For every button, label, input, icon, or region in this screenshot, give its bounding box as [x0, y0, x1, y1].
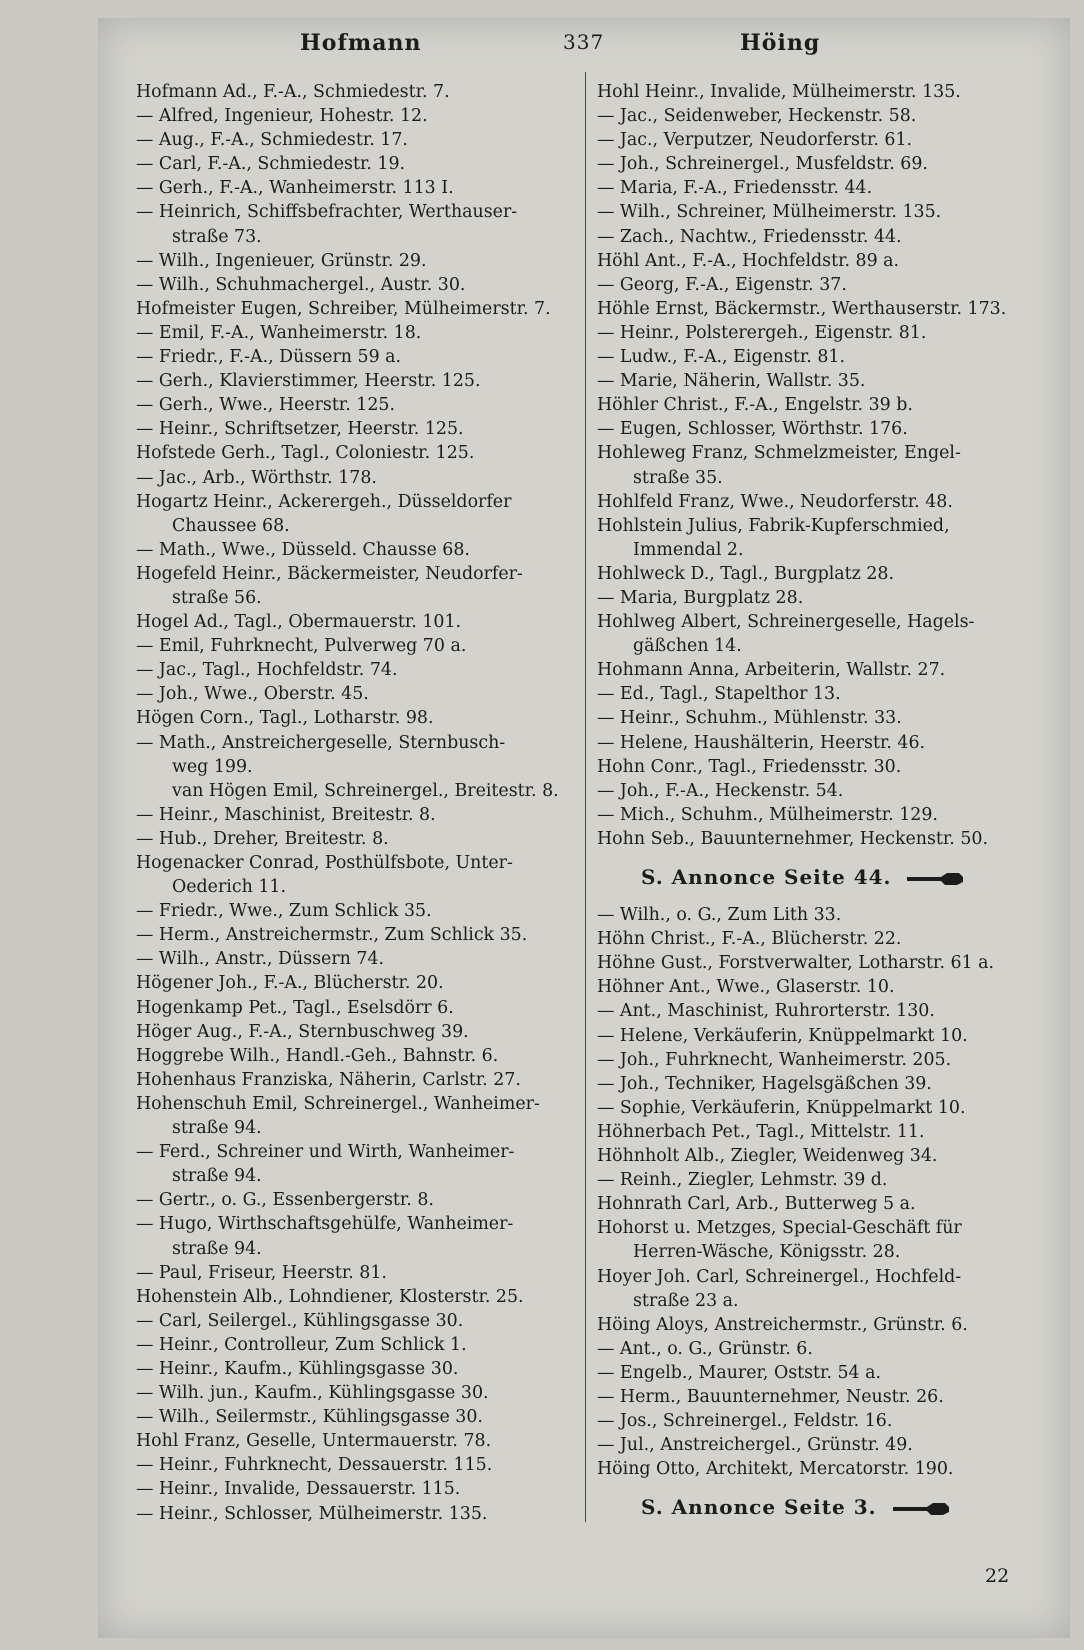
- directory-entry: — Hugo, Wirthschaftsgehülfe, Wanheimer-: [136, 1214, 514, 1235]
- directory-entry: Hofstede Gerh., Tagl., Coloniestr. 125.: [136, 443, 475, 464]
- directory-entry: — Heinr., Polsterergeh., Eigenstr. 81.: [597, 322, 927, 343]
- directory-entry: Hohenstein Alb., Lohndiener, Klosterstr. 25.: [136, 1286, 524, 1307]
- right-column: [597, 80, 1027, 1533]
- directory-entry: — Ludw., F.-A., Eigenstr. 81.: [597, 347, 846, 368]
- directory-entry: — Helene, Verkäuferin, Knüppelmarkt 10.: [597, 1025, 968, 1046]
- directory-entry: straße 56.: [172, 587, 262, 608]
- directory-entry: — Heinr., Schuhm., Mühlenstr. 33.: [597, 708, 902, 729]
- directory-entry: van Högen Emil, Schreinergel., Breitestr. 8.: [172, 780, 559, 801]
- directory-entry: — Ferd., Schreiner und Wirth, Wanheimer-: [136, 1142, 515, 1163]
- directory-entry: Höhn Christ., F.-A., Blücherstr. 22.: [597, 929, 902, 950]
- directory-entry: Höhnholt Alb., Ziegler, Weidenweg 34.: [597, 1146, 938, 1167]
- directory-entry: — Eugen, Schlosser, Wörthstr. 176.: [597, 419, 908, 440]
- directory-entry: Hohenschuh Emil, Schreinergel., Wanheimer-: [136, 1093, 540, 1114]
- directory-entry: — Hub., Dreher, Breitestr. 8.: [136, 828, 389, 849]
- annonce-notice: [641, 865, 1027, 889]
- directory-entry: Hoyer Joh. Carl, Schreinergel., Hochfeld-: [597, 1266, 962, 1287]
- directory-entry: — Wilh., Schuhmachergel., Austr. 30.: [136, 274, 466, 295]
- directory-entry: Immendal 2.: [633, 539, 744, 560]
- directory-entry: straße 35.: [633, 467, 723, 488]
- directory-entry: — Gerh., Wwe., Heerstr. 125.: [136, 395, 395, 416]
- left-column: [136, 80, 568, 1526]
- directory-entry: — Gerh., F.-A., Wanheimerstr. 113 I.: [136, 178, 454, 199]
- directory-entry: — Zach., Nachtw., Friedensstr. 44.: [597, 226, 902, 247]
- directory-entry: Hohlweck D., Tagl., Burgplatz 28.: [597, 563, 895, 584]
- directory-entry: gäßchen 14.: [633, 636, 742, 657]
- directory-entry: — Jac., Arb., Wörthstr. 178.: [136, 467, 377, 488]
- directory-entry: — Joh., Wwe., Oberstr. 45.: [136, 684, 369, 705]
- directory-entry: Chaussee 68.: [172, 515, 290, 536]
- directory-entry: Hofmann Ad., F.-A., Schmiedestr. 7.: [136, 82, 450, 102]
- directory-entry: Höger Aug., F.-A., Sternbuschweg 39.: [136, 1021, 469, 1042]
- directory-entry: — Heinr., Controlleur, Zum Schlick 1.: [136, 1334, 467, 1355]
- directory-entry: — Wilh. jun., Kaufm., Kühlingsgasse 30.: [136, 1383, 489, 1404]
- directory-entry: Höhnerbach Pet., Tagl., Mittelstr. 11.: [597, 1121, 925, 1142]
- annonce-text: S. Annonce Seite 44.: [641, 865, 892, 889]
- directory-entry: — Emil, F.-A., Wanheimerstr. 18.: [136, 322, 422, 343]
- directory-entry: — Jac., Verputzer, Neudorferstr. 61.: [597, 130, 913, 151]
- directory-entry: Hogenacker Conrad, Posthülfsbote, Unter-: [136, 853, 513, 873]
- directory-entry: — Wilh., Seilermstr., Kühlingsgasse 30.: [136, 1407, 483, 1428]
- directory-entry: — Joh., Techniker, Hagelsgäßchen 39.: [597, 1073, 932, 1094]
- page-number: 337: [563, 30, 605, 54]
- directory-entry: — Gertr., o. G., Essenbergerstr. 8.: [136, 1190, 434, 1211]
- directory-entry: — Maria, Burgplatz 28.: [597, 587, 804, 608]
- directory-entry: Hohn Conr., Tagl., Friedensstr. 30.: [597, 756, 902, 777]
- directory-entry: — Ant., Maschinist, Ruhrorterstr. 130.: [597, 1001, 935, 1022]
- annonce-text: S. Annonce Seite 3.: [641, 1495, 877, 1520]
- directory-entry: — Friedr., Wwe., Zum Schlick 35.: [136, 901, 432, 922]
- directory-entry: — Emil, Fuhrknecht, Pulverweg 70 a.: [136, 636, 467, 657]
- directory-entry: — Friedr., F.-A., Düssern 59 a.: [136, 347, 402, 368]
- directory-entry: Hofmeister Eugen, Schreiber, Mülheimerstr. 7.: [136, 298, 551, 319]
- directory-entry: Hohlstein Julius, Fabrik-Kupferschmied,: [597, 515, 950, 536]
- directory-entry: Hogefeld Heinr., Bäckermeister, Neudorfer-: [136, 563, 523, 584]
- directory-entry: — Jul., Anstreichergel., Grünstr. 49.: [597, 1435, 913, 1456]
- directory-entry: — Helene, Haushälterin, Heerstr. 46.: [597, 732, 926, 753]
- directory-entry: — Marie, Näherin, Wallstr. 35.: [597, 371, 866, 392]
- directory-entry: — Ant., o. G., Grünstr. 6.: [597, 1338, 813, 1359]
- directory-entry: — Ed., Tagl., Stapelthor 13.: [597, 684, 841, 705]
- directory-entry: straße 94.: [172, 1238, 262, 1259]
- right-column-part-b: [597, 903, 1027, 1481]
- directory-entry: — Jac., Tagl., Hochfeldstr. 74.: [136, 660, 398, 681]
- directory-entry: — Wilh., Ingenieuer, Grünstr. 29.: [136, 250, 427, 271]
- directory-entry: Oederich 11.: [172, 877, 286, 898]
- directory-entry: — Wilh., Anstr., Düssern 74.: [136, 949, 385, 970]
- directory-entry: — Carl, Seilergel., Kühlingsgasse 30.: [136, 1310, 464, 1331]
- directory-entry: Hohenhaus Franziska, Näherin, Carlstr. 27.: [136, 1069, 521, 1090]
- directory-entry: Herren-Wäsche, Königsstr. 28.: [633, 1242, 901, 1263]
- directory-entry: — Heinr., Maschinist, Breitestr. 8.: [136, 804, 436, 825]
- directory-entry: Hohl Franz, Geselle, Untermauerstr. 78.: [136, 1431, 492, 1452]
- directory-entry: Höhl Ant., F.-A., Hochfeldstr. 89 a.: [597, 250, 900, 271]
- running-head-left: Hofmann: [300, 30, 422, 56]
- directory-entry: Höhler Christ., F.-A., Engelstr. 39 b.: [597, 395, 913, 416]
- directory-entry: Högen Corn., Tagl., Lotharstr. 98.: [136, 708, 434, 729]
- directory-entry: Höhner Ant., Wwe., Glaserstr. 10.: [597, 977, 895, 998]
- directory-entry: — Wilh., o. G., Zum Lith 33.: [597, 905, 842, 926]
- directory-entry: — Wilh., Schreiner, Mülheimerstr. 135.: [597, 202, 942, 223]
- directory-entry: Hogenkamp Pet., Tagl., Eselsdörr 6.: [136, 997, 454, 1018]
- directory-entry: — Heinr., Invalide, Dessauerstr. 115.: [136, 1479, 461, 1500]
- directory-entry: Hoggrebe Wilh., Handl.-Geh., Bahnstr. 6.: [136, 1045, 499, 1066]
- directory-entry: Högener Joh., F.-A., Blücherstr. 20.: [136, 973, 444, 994]
- directory-entry: Höing Aloys, Anstreichermstr., Grünstr. 6.: [597, 1314, 968, 1335]
- directory-entry: Höing Otto, Architekt, Mercatorstr. 190.: [597, 1459, 954, 1480]
- directory-entry: weg 199.: [172, 756, 253, 777]
- running-head-right: Höing: [740, 30, 821, 56]
- directory-entry: — Reinh., Ziegler, Lehmstr. 39 d.: [597, 1170, 888, 1191]
- directory-entry: Höhle Ernst, Bäckermstr., Werthauserstr. 173.: [597, 298, 1007, 319]
- directory-entry: — Engelb., Maurer, Oststr. 54 a.: [597, 1362, 882, 1383]
- directory-entry: — Joh., Schreinergel., Musfeldstr. 69.: [597, 154, 928, 175]
- directory-entry: Hohmann Anna, Arbeiterin, Wallstr. 27.: [597, 660, 946, 681]
- directory-entry: Hohlweg Albert, Schreinergeselle, Hagels-: [597, 612, 975, 633]
- directory-entry: Höhne Gust., Forstverwalter, Lotharstr. 61 a.: [597, 953, 995, 974]
- directory-entry: — Jos., Schreinergel., Feldstr. 16.: [597, 1411, 893, 1432]
- directory-entry: Hohorst u. Metzges, Special-Geschäft für: [597, 1218, 962, 1239]
- directory-entry: — Mich., Schuhm., Mülheimerstr. 129.: [597, 804, 938, 825]
- annonce-notice: [641, 1495, 1027, 1519]
- directory-entry: — Maria, F.-A., Friedensstr. 44.: [597, 178, 873, 199]
- directory-entry: — Heinrich, Schiffsbefrachter, Werthauser-: [136, 202, 518, 223]
- directory-entry: — Aug., F.-A., Schmiedestr. 17.: [136, 130, 408, 151]
- directory-entry: — Heinr., Schriftsetzer, Heerstr. 125.: [136, 419, 464, 440]
- directory-entry: Hogel Ad., Tagl., Obermauerstr. 101.: [136, 612, 462, 633]
- directory-entry: — Carl, F.-A., Schmiedestr. 19.: [136, 154, 406, 175]
- directory-entry: — Herm., Anstreichermstr., Zum Schlick 35.: [136, 925, 528, 946]
- directory-entry: — Alfred, Ingenieur, Hohestr. 12.: [136, 106, 428, 127]
- pointing-hand-icon: [893, 1502, 951, 1516]
- directory-entry: Hohlfeld Franz, Wwe., Neudorferstr. 48.: [597, 491, 953, 512]
- directory-entry: — Gerh., Klavierstimmer, Heerstr. 125.: [136, 371, 481, 392]
- directory-entry: — Paul, Friseur, Heerstr. 81.: [136, 1262, 387, 1283]
- directory-entry: straße 73.: [172, 226, 262, 247]
- directory-entry: — Herm., Bauunternehmer, Neustr. 26.: [597, 1386, 944, 1407]
- pointing-hand-icon: [907, 872, 965, 886]
- directory-entry: straße 94.: [172, 1118, 262, 1139]
- directory-entry: — Joh., F.-A., Heckenstr. 54.: [597, 780, 844, 801]
- directory-entry: — Joh., Fuhrknecht, Wanheimerstr. 205.: [597, 1049, 952, 1070]
- directory-entry: — Heinr., Kaufm., Kühlingsgasse 30.: [136, 1358, 459, 1379]
- directory-entry: Hohleweg Franz, Schmelzmeister, Engel-: [597, 443, 961, 464]
- footer-signature-number: 22: [985, 1565, 1010, 1587]
- column-divider: [585, 72, 586, 1522]
- directory-entry: straße 94.: [172, 1166, 262, 1187]
- directory-entry: Hohn Seb., Bauunternehmer, Heckenstr. 50.: [597, 828, 989, 849]
- directory-entry: Hogartz Heinr., Ackerergeh., Düsseldorfer: [136, 491, 512, 512]
- right-column-part-a: [597, 80, 1027, 851]
- directory-entry: — Math., Anstreichergeselle, Sternbusch-: [136, 732, 506, 753]
- directory-entry: — Heinr., Schlosser, Mülheimerstr. 135.: [136, 1503, 488, 1524]
- directory-entry: — Sophie, Verkäuferin, Knüppelmarkt 10.: [597, 1097, 966, 1118]
- directory-entry: — Heinr., Fuhrknecht, Dessauerstr. 115.: [136, 1455, 493, 1476]
- directory-entry: — Georg, F.-A., Eigenstr. 37.: [597, 274, 847, 295]
- directory-entry: Hohnrath Carl, Arb., Butterweg 5 a.: [597, 1194, 916, 1215]
- directory-entry: — Jac., Seidenweber, Heckenstr. 58.: [597, 106, 917, 127]
- directory-entry: — Math., Wwe., Düsseld. Chausse 68.: [136, 539, 470, 560]
- directory-entry: straße 23 a.: [633, 1290, 739, 1311]
- directory-entry: Hohl Heinr., Invalide, Mülheimerstr. 135.: [597, 82, 961, 102]
